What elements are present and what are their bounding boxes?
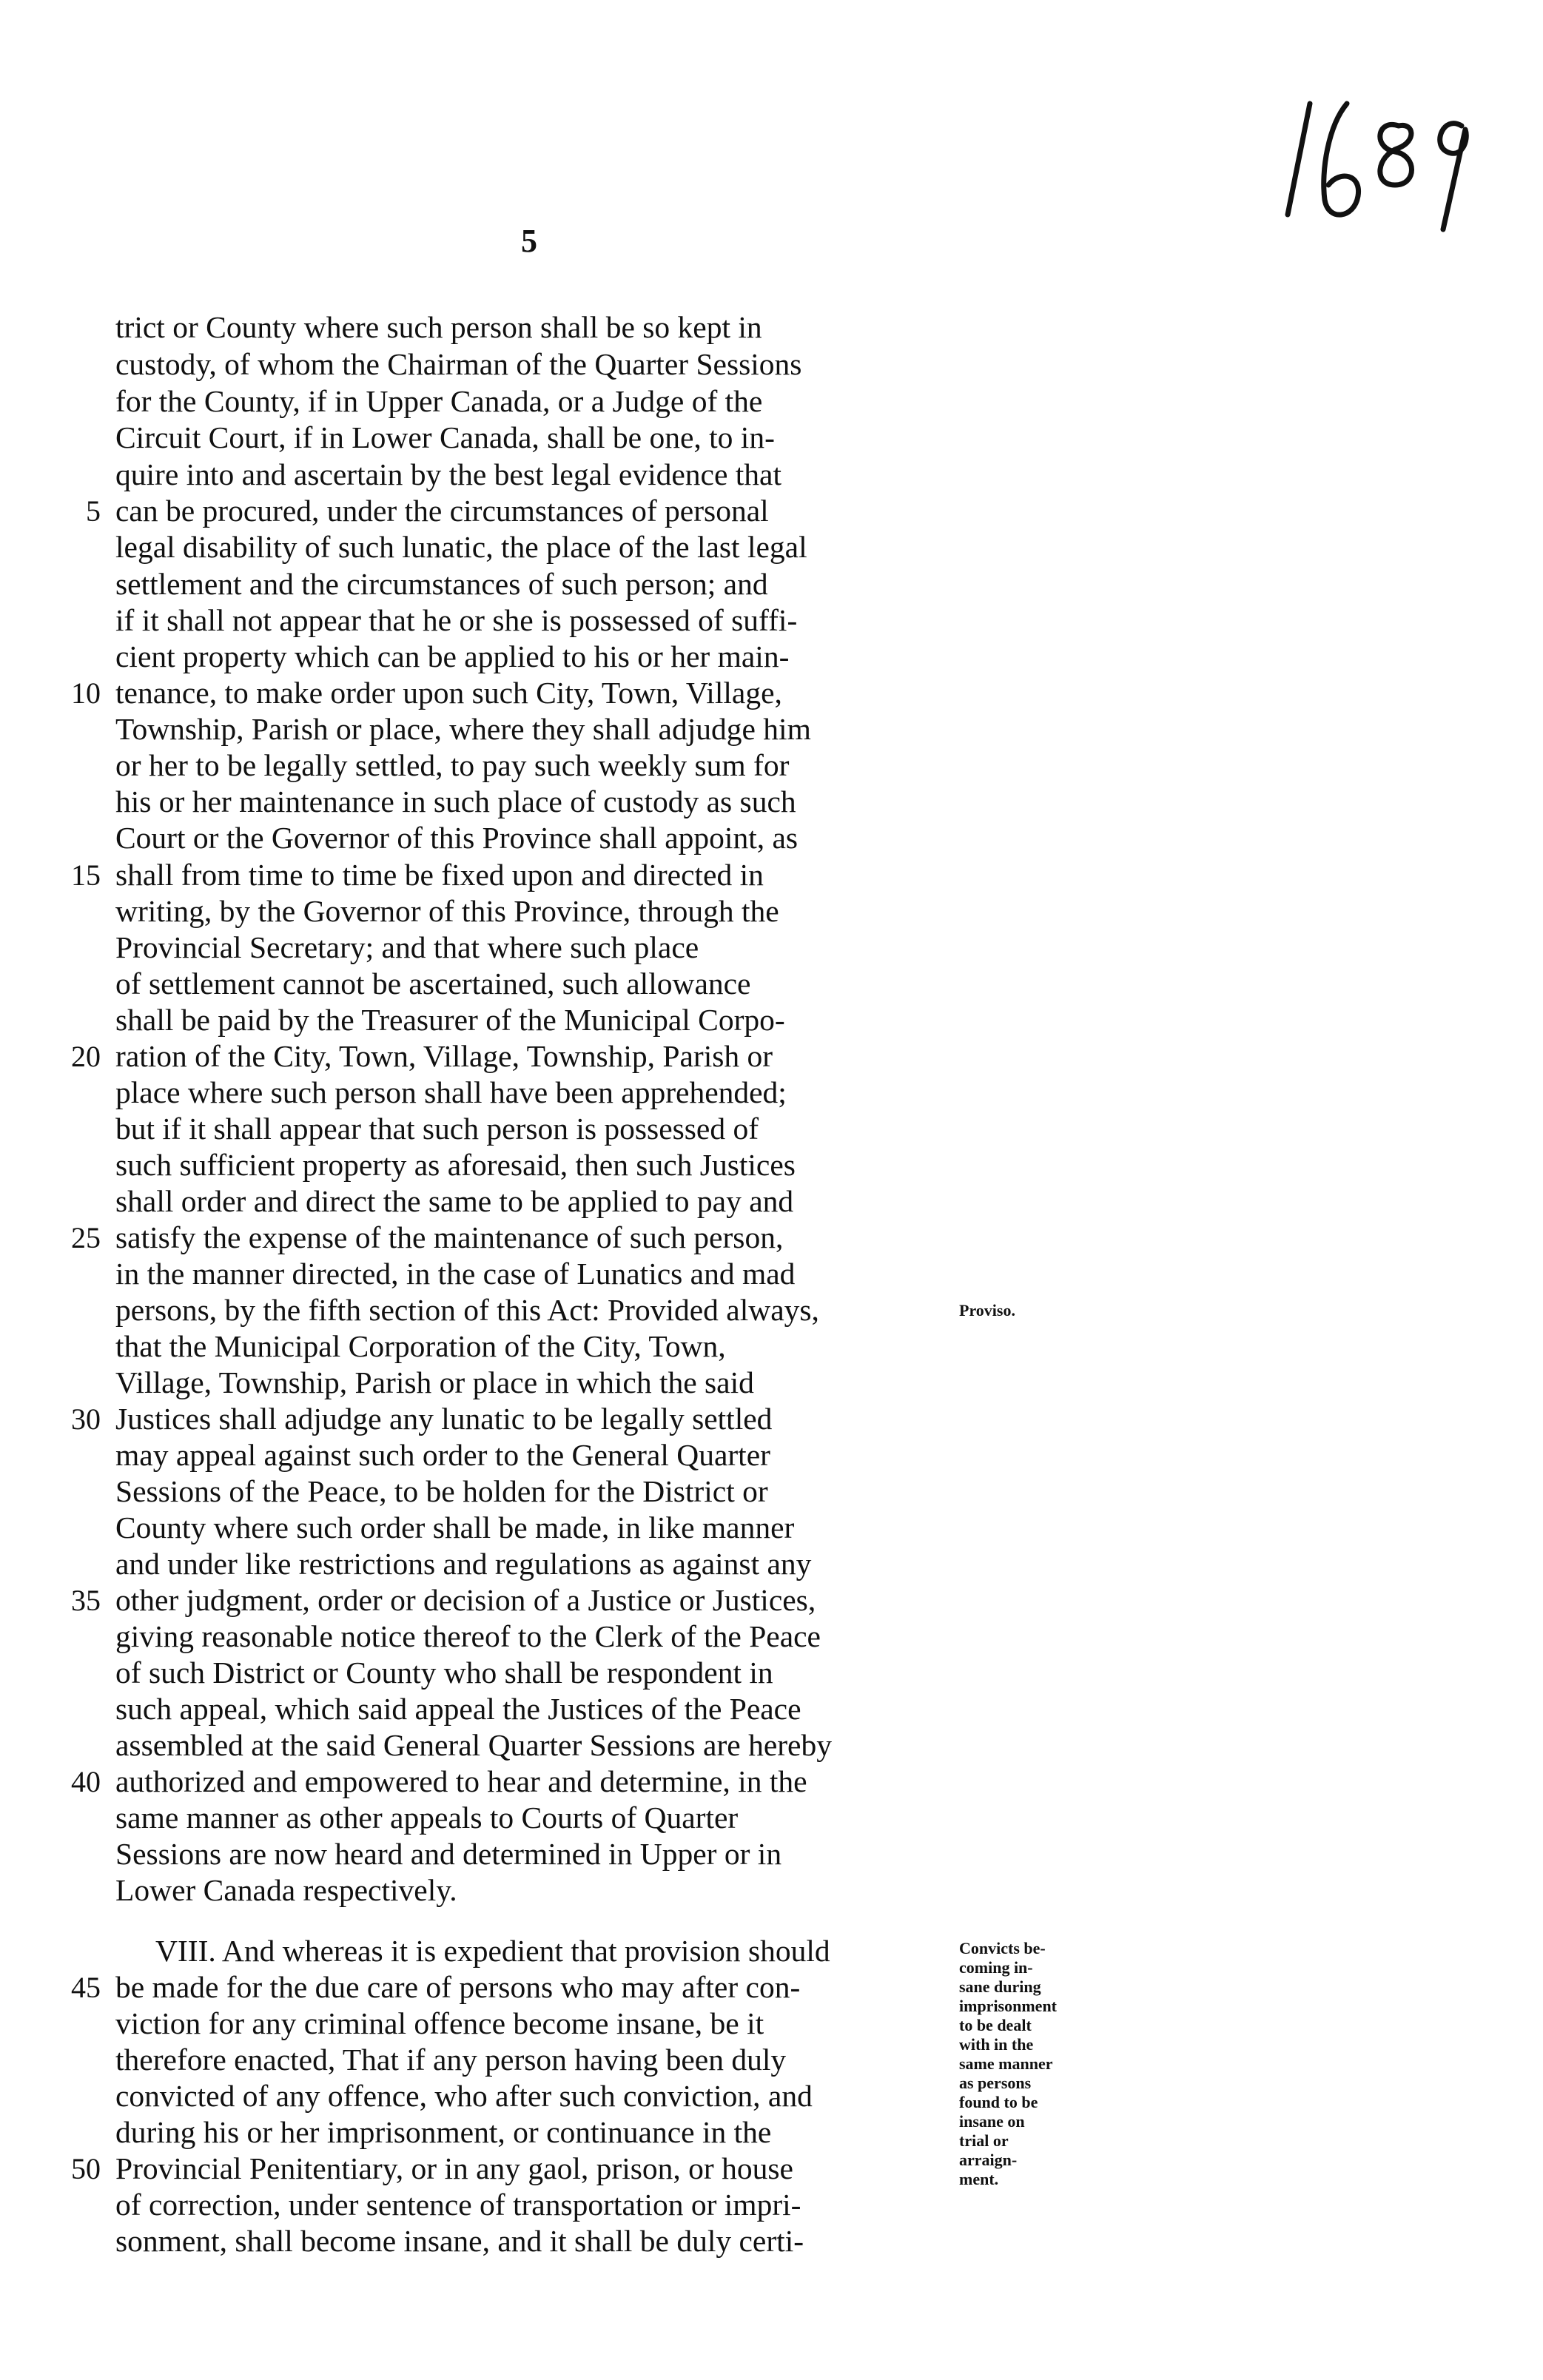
text-line: may appeal against such order to the General Quarter	[115, 1438, 770, 1472]
text-line: convicted of any offence, who after such conviction, and	[115, 2079, 813, 2113]
text-line: his or her maintenance in such place of custody as such	[115, 784, 796, 818]
line-number: 5	[86, 494, 101, 528]
line-number: 30	[71, 1402, 101, 1436]
line-number: 50	[71, 2152, 101, 2185]
side-note-line: imprisonment	[959, 1997, 1057, 2015]
text-line: assembled at the said General Quarter Sessions are hereby	[115, 1728, 832, 1762]
line-number: 45	[71, 1971, 101, 2004]
text-line: Sessions are now heard and determined in Upper or in	[115, 1837, 782, 1871]
text-line: such appeal, which said appeal the Justices of the Peace	[115, 1692, 801, 1726]
text-line: can be procured, under the circumstances of personal	[115, 494, 769, 528]
line-number: 40	[71, 1765, 101, 1798]
side-note-line: as persons	[959, 2074, 1032, 2092]
text-line: other judgment, order or decision of a Justice or Justices,	[115, 1583, 816, 1617]
side-note-line: insane on	[959, 2112, 1025, 2131]
text-line: Provincial Penitentiary, or in any gaol, prison, or house	[115, 2151, 793, 2185]
text-line: Village, Township, Parish or place in which the said	[115, 1365, 754, 1399]
text-line: sonment, shall become insane, and it shall be duly certi-	[115, 2224, 804, 2258]
text-line: writing, by the Governor of this Province, through the	[115, 894, 779, 928]
line-number: 15	[71, 858, 101, 892]
text-line: be made for the due care of persons who may after con-	[115, 1970, 801, 2004]
text-line: and under like restrictions and regulations as against any	[115, 1547, 812, 1581]
text-line: of settlement cannot be ascertained, such allowance	[115, 967, 751, 1001]
side-note-line: Proviso.	[959, 1301, 1015, 1320]
side-note-line: ment.	[959, 2170, 999, 2188]
text-line: custody, of whom the Chairman of the Quarter Sessions	[115, 347, 802, 381]
text-line: Court or the Governor of this Province shall appoint, as	[115, 821, 799, 855]
text-line: trict or County where such person shall be so kept in	[115, 310, 762, 344]
line-number: 25	[71, 1221, 101, 1254]
text-line: ration of the City, Town, Village, Township, Parish or	[115, 1039, 773, 1073]
side-note-line: trial or	[959, 2131, 1009, 2150]
text-line: authorized and empowered to hear and determine, in the	[115, 1764, 807, 1798]
page-number: 5	[521, 223, 537, 259]
side-note-proviso	[959, 1301, 1107, 1320]
text-line: persons, by the fifth section of this Act: Provided always,	[115, 1293, 819, 1327]
text-line: if it shall not appear that he or she is possessed of suffi-	[115, 603, 798, 637]
line-number: 10	[71, 676, 101, 710]
text-line: giving reasonable notice thereof to the Clerk of the Peace	[115, 1619, 821, 1653]
side-note-line: with in the	[959, 2035, 1034, 2054]
text-line: quire into and ascertain by the best legal evidence that	[115, 457, 781, 491]
text-line: Justices shall adjudge any lunatic to be legally settled	[115, 1402, 773, 1436]
text-line: of correction, under sentence of transportation or impri-	[115, 2188, 801, 2222]
text-line: shall from time to time be fixed upon and directed in	[115, 858, 764, 892]
text-line: viction for any criminal offence become insane, be it	[115, 2006, 764, 2040]
section-heading-line: VIII. And whereas it is expedient that provision should	[155, 1934, 830, 1968]
side-note-line: Convicts be-	[959, 1939, 1046, 1957]
text-line: in the manner directed, in the case of Lunatics and mad	[115, 1257, 796, 1291]
text-line: during his or her imprisonment, or continuance in the	[115, 2115, 772, 2149]
text-line: such sufficient property as aforesaid, then such Justices	[115, 1148, 796, 1182]
side-note-line: arraign-	[959, 2151, 1018, 2169]
text-line: cient property which can be applied to his or her main-	[115, 639, 790, 673]
text-line: Provincial Secretary; and that where such place	[115, 930, 699, 964]
handwritten-annotation	[1258, 74, 1480, 237]
text-line: satisfy the expense of the maintenance of such person,	[115, 1220, 784, 1254]
text-line: Sessions of the Peace, to be holden for the District or	[115, 1474, 768, 1508]
text-line: settlement and the circumstances of such person; and	[115, 567, 768, 601]
text-line: Circuit Court, if in Lower Canada, shall be one, to in-	[115, 420, 775, 454]
text-line: but if it shall appear that such person is possessed of	[115, 1112, 759, 1146]
side-note-line: sane during	[959, 1977, 1041, 1996]
side-note-line: coming in-	[959, 1958, 1033, 1977]
text-line: Township, Parish or place, where they shall adjudge him	[115, 712, 811, 746]
line-number: 35	[71, 1584, 101, 1617]
text-line: same manner as other appeals to Courts of Quarter	[115, 1801, 739, 1835]
side-note-line: to be dealt	[959, 2016, 1032, 2034]
side-note-line: found to be	[959, 2093, 1038, 2111]
text-line: that the Municipal Corporation of the City, Town,	[115, 1329, 726, 1363]
text-line: for the County, if in Upper Canada, or a Judge of the	[115, 384, 763, 418]
text-line: shall be paid by the Treasurer of the Municipal Corpo-	[115, 1003, 785, 1037]
text-line: legal disability of such lunatic, the place of the last legal	[115, 530, 807, 564]
text-line: or her to be legally settled, to pay such weekly sum for	[115, 748, 790, 782]
text-line: County where such order shall be made, in like manner	[115, 1510, 795, 1544]
text-line: shall order and direct the same to be applied to pay and	[115, 1184, 794, 1218]
line-number: 20	[71, 1040, 101, 1073]
text-line: Lower Canada respectively.	[115, 1873, 457, 1907]
text-line: place where such person shall have been apprehended;	[115, 1075, 787, 1109]
text-line: tenance, to make order upon such City, Town, Village,	[115, 676, 782, 710]
side-note-line: same manner	[959, 2054, 1053, 2073]
side-note-convicts	[959, 1939, 1107, 2189]
text-line: of such District or County who shall be respondent in	[115, 1655, 773, 1690]
text-line: therefore enacted, That if any person having been duly	[115, 2043, 787, 2077]
